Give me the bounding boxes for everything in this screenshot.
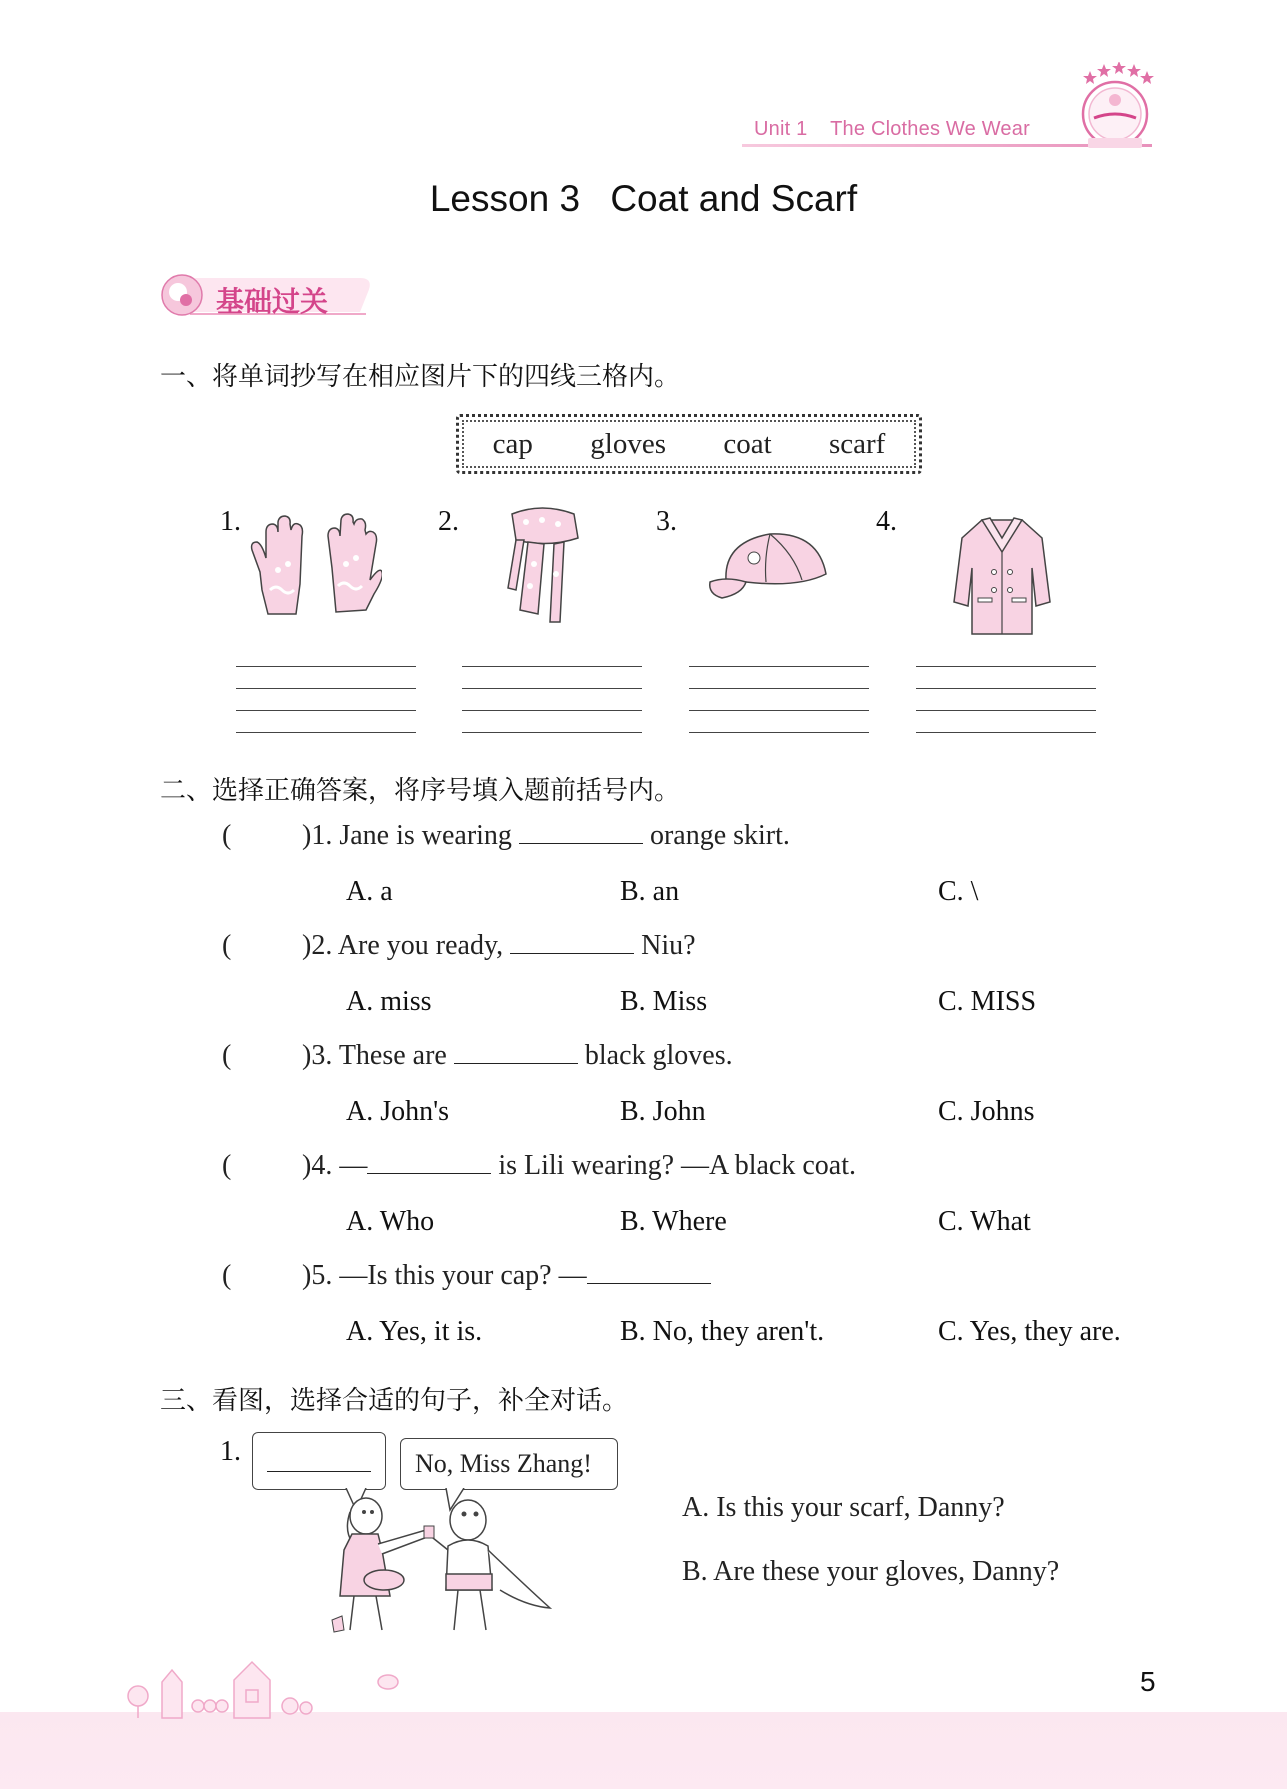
option-b[interactable]: B. No, they aren't. — [620, 1316, 825, 1347]
choice-b[interactable]: B. Are these your gloves, Danny? — [682, 1556, 1060, 1587]
writing-lines[interactable] — [462, 666, 642, 732]
reply-speech-bubble — [400, 1438, 618, 1490]
unit-title: The Clothes We Wear — [830, 118, 1030, 140]
fill-blank[interactable] — [454, 1042, 578, 1064]
option-a[interactable]: A. Yes, it is. — [346, 1316, 483, 1347]
lesson-title — [0, 178, 1287, 220]
page-number: 5 — [1140, 1666, 1156, 1697]
question-number: 5. — [311, 1260, 333, 1291]
option-a[interactable]: A. a — [346, 876, 393, 907]
picture-number: 4. — [876, 506, 897, 537]
word-bank — [456, 414, 922, 474]
word-bank-item: cap — [492, 427, 533, 460]
option-a[interactable]: A. miss — [346, 986, 432, 1017]
q1-heading: 一、将单词抄写在相应图片下的四线三格内。 — [160, 362, 681, 392]
picture-number: 2. — [438, 506, 459, 537]
option-c[interactable]: C. \ — [938, 876, 979, 907]
option-a[interactable]: A. John's — [346, 1096, 450, 1127]
picture-number: 1. — [220, 506, 241, 537]
option-a[interactable]: A. Who — [346, 1206, 435, 1237]
fill-blank[interactable] — [587, 1262, 711, 1284]
fill-blank[interactable] — [367, 1152, 491, 1174]
answer-paren-open[interactable]: ( — [222, 1150, 232, 1181]
word-bank-item: gloves — [590, 427, 666, 460]
option-c[interactable]: C. Johns — [938, 1096, 1035, 1127]
writing-lines[interactable] — [916, 666, 1096, 732]
answer-paren-open[interactable]: ( — [222, 1040, 232, 1071]
picture-number: 3. — [656, 506, 677, 537]
stem-before: Are you ready, — [337, 930, 504, 961]
word-bank-item: coat — [723, 427, 772, 460]
writing-lines[interactable] — [689, 666, 869, 732]
unit-header — [754, 118, 1030, 141]
cloud-decoration-icon — [376, 1672, 400, 1692]
unit-label: Unit 1 — [754, 118, 808, 140]
stem-before: — — [339, 1150, 368, 1181]
question-number: 3. — [311, 1040, 333, 1071]
cap-icon — [706, 524, 832, 604]
q3-heading: 三、看图，选择合适的句子，补全对话。 — [160, 1386, 629, 1416]
paren-close: ) — [302, 1260, 312, 1291]
question-number: 4. — [311, 1150, 333, 1181]
option-c[interactable]: C. MISS — [938, 986, 1037, 1017]
stem-before: These are — [338, 1040, 447, 1071]
answer-paren-open[interactable]: ( — [222, 930, 232, 961]
paren-close: ) — [302, 820, 312, 851]
question-stem — [302, 1260, 711, 1292]
option-b[interactable]: B. Miss — [620, 986, 708, 1017]
paren-close: ) — [302, 1150, 312, 1181]
stem-before: —Is this your cap? — — [339, 1260, 587, 1291]
q2-heading: 二、选择正确答案，将序号填入题前括号内。 — [160, 776, 681, 806]
question-stem — [302, 930, 696, 962]
option-b[interactable]: B. John — [620, 1096, 706, 1127]
section-banner-label: 基础过关 — [216, 285, 329, 318]
answer-paren-open[interactable]: ( — [222, 820, 232, 851]
option-c[interactable]: C. Yes, they are. — [938, 1316, 1121, 1347]
paren-close: ) — [302, 1040, 312, 1071]
question-stem — [302, 1040, 733, 1072]
stem-after: is Lili wearing? —A black coat. — [498, 1150, 856, 1181]
fill-blank[interactable] — [510, 932, 634, 954]
paren-close: ) — [302, 930, 312, 961]
question-number: 2. — [311, 930, 333, 961]
fill-blank[interactable] — [519, 822, 643, 844]
stem-after: orange skirt. — [649, 820, 790, 851]
stem-after: Niu? — [641, 930, 696, 961]
publisher-logo-icon — [1074, 62, 1156, 154]
option-b[interactable]: B. an — [620, 876, 680, 907]
question-stem — [302, 1150, 856, 1182]
option-b[interactable]: B. Where — [620, 1206, 727, 1237]
coat-icon — [952, 514, 1052, 640]
option-c[interactable]: C. What — [938, 1206, 1031, 1237]
footer-band — [0, 1712, 1287, 1789]
writing-lines[interactable] — [236, 666, 416, 732]
question-number: 1. — [311, 820, 333, 851]
town-decoration-icon — [120, 1646, 350, 1720]
lesson-number: Lesson 3 — [429, 178, 581, 219]
reply-text: No, Miss Zhang! — [415, 1449, 592, 1478]
scarf-icon — [498, 504, 588, 628]
teacher-and-dinosaur-illustration — [330, 1490, 560, 1640]
empty-speech-bubble[interactable] — [252, 1432, 386, 1490]
stem-before: Jane is wearing — [339, 820, 512, 851]
stem-after: black gloves. — [584, 1040, 733, 1071]
answer-paren-open[interactable]: ( — [222, 1260, 232, 1291]
lesson-topic: Coat and Scarf — [610, 178, 858, 219]
question-stem — [302, 820, 790, 852]
word-bank-item: scarf — [828, 427, 886, 460]
choice-a[interactable]: A. Is this your scarf, Danny? — [682, 1492, 1005, 1523]
gloves-icon — [246, 510, 382, 626]
question-number: 1. — [220, 1436, 241, 1467]
